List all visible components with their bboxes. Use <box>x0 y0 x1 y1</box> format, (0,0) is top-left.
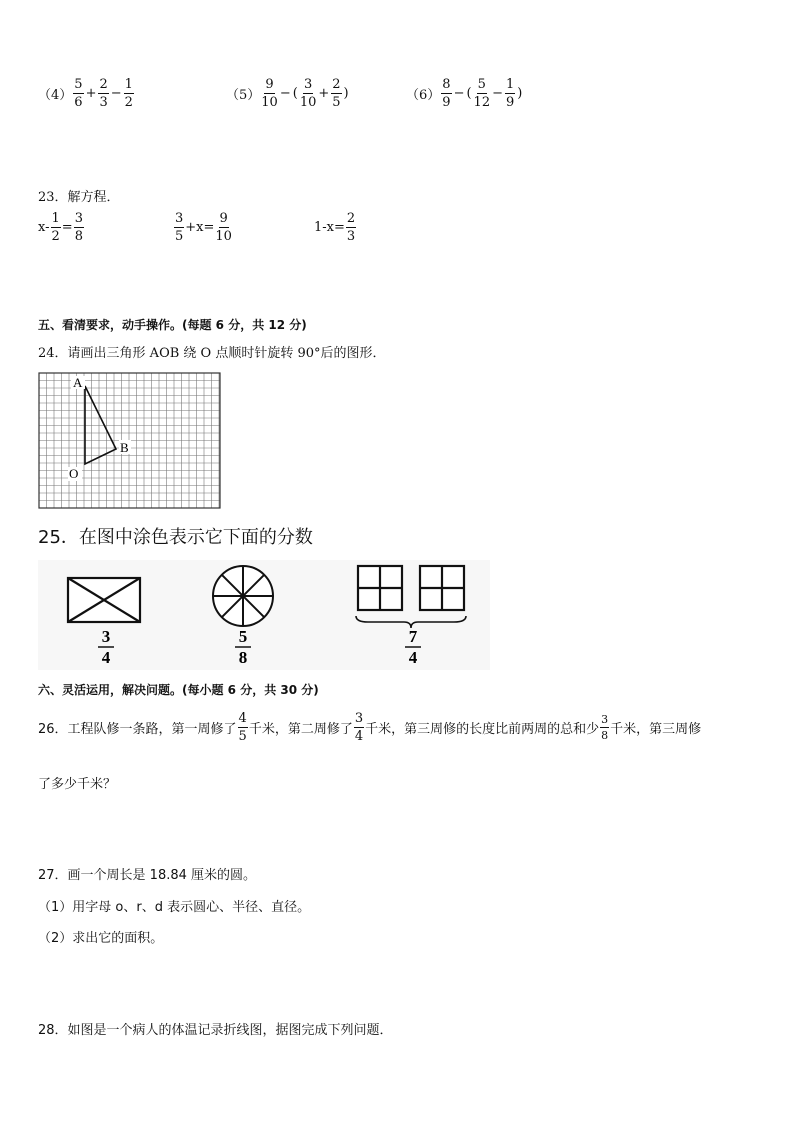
label-o: O <box>69 466 79 481</box>
q25-figures <box>38 560 490 670</box>
fraction: $\frac{8}{9}$ <box>442 77 451 110</box>
fraction: $\frac{9}{10}$ <box>215 211 232 244</box>
fraction: $\frac{1}{2}$ <box>124 77 133 110</box>
fraction: $\frac{1}{2}$ <box>51 211 60 244</box>
q22-part-4: （4） $\frac{5}{6}$ + $\frac{2}{3}$ − $\frac{1}{2}$ <box>38 77 133 110</box>
fraction: $\frac{5}{12}$ <box>473 77 491 110</box>
q22-part-5: （5） $\frac{9}{10}$ − ( $\frac{3}{10}$ + $\frac{2}{5}$ ) <box>226 77 349 110</box>
label-a: A <box>73 375 83 390</box>
q23-equation-3: 1-x= $\frac{2}{3}$ <box>314 211 356 244</box>
fraction: $\frac{3}{10}$ <box>299 77 317 110</box>
q23-equation-2: $\frac{3}{5}$ +x= $\frac{9}{10}$ <box>175 211 232 244</box>
q28-title: 28．如图是一个病人的体温记录折线图，据图完成下列问题． <box>38 1023 393 1038</box>
fraction: $\frac{1}{9}$ <box>506 77 515 110</box>
part-label: （6） <box>406 88 441 103</box>
rotation-grid-figure <box>38 372 222 510</box>
fraction: $\frac{3}{5}$ <box>175 211 184 244</box>
two-squares-shape <box>358 566 464 610</box>
q26-text-line-2: 了多少千米？ <box>38 777 117 792</box>
q23-title: 23．解方程． <box>38 190 120 205</box>
section-5-heading: 五、看清要求，动手操作。(每题 6 分，共 12 分) <box>38 318 307 332</box>
q27-title: 27．画一个周长是 18.84 厘米的圆。 <box>38 868 257 883</box>
fraction: $\frac{2}{3}$ <box>346 211 356 244</box>
fraction: $\frac{2}{5}$ <box>332 77 341 110</box>
triangle-aob <box>85 386 116 464</box>
shapes-to-shade <box>38 560 490 670</box>
q25-title: 25．在图中涂色表示它下面的分数 <box>38 527 313 548</box>
fraction-denominator: 4 <box>101 648 111 667</box>
fraction: $\frac{3}{8}$ <box>601 713 609 742</box>
part-label: （5） <box>226 88 261 103</box>
fraction: $\frac{3}{8}$ <box>74 211 83 244</box>
fraction-numerator: 5 <box>238 627 248 646</box>
rectangle-shape <box>68 578 140 622</box>
fraction-numerator: 7 <box>408 627 418 646</box>
q27-sub-2: （2）求出它的面积。 <box>38 931 164 946</box>
q26-text-line-1: 26．工程队修一条路，第一周修了 $\frac{4}{5}$ 千米，第二周修了 $\frac{3}{4}$ 千米，第三周修的长度比前两周的总和少 $\frac{3}{8}$ 千米，第三周修 <box>38 711 702 744</box>
fraction: $\frac{2}{3}$ <box>99 77 108 110</box>
part-label: （4） <box>38 88 73 103</box>
fraction: $\frac{5}{6}$ <box>74 77 83 110</box>
q27-sub-1: （1）用字母 o、r、d 表示圆心、半径、直径。 <box>38 900 311 915</box>
q24-title: 24．请画出三角形 AOB 绕 O 点顺时针旋转 90°后的图形． <box>38 346 386 361</box>
fraction: $\frac{3}{4}$ <box>354 711 364 744</box>
fraction: $\frac{9}{10}$ <box>261 77 278 110</box>
q23-equation-1: x- $\frac{1}{2}$ = $\frac{3}{8}$ <box>38 211 83 244</box>
fraction-denominator: 4 <box>408 648 418 667</box>
fraction-numerator: 3 <box>101 627 111 646</box>
q22-part-6: （6） $\frac{8}{9}$ − ( $\frac{5}{12}$ − $\frac{1}{9}$ ) <box>406 77 523 110</box>
label-b: B <box>120 440 129 455</box>
circle-shape <box>213 566 273 626</box>
fraction: $\frac{4}{5}$ <box>238 711 247 744</box>
section-6-heading: 六、灵活运用，解决问题。(每小题 6 分，共 30 分) <box>38 683 319 697</box>
fraction-denominator: 8 <box>238 648 248 667</box>
